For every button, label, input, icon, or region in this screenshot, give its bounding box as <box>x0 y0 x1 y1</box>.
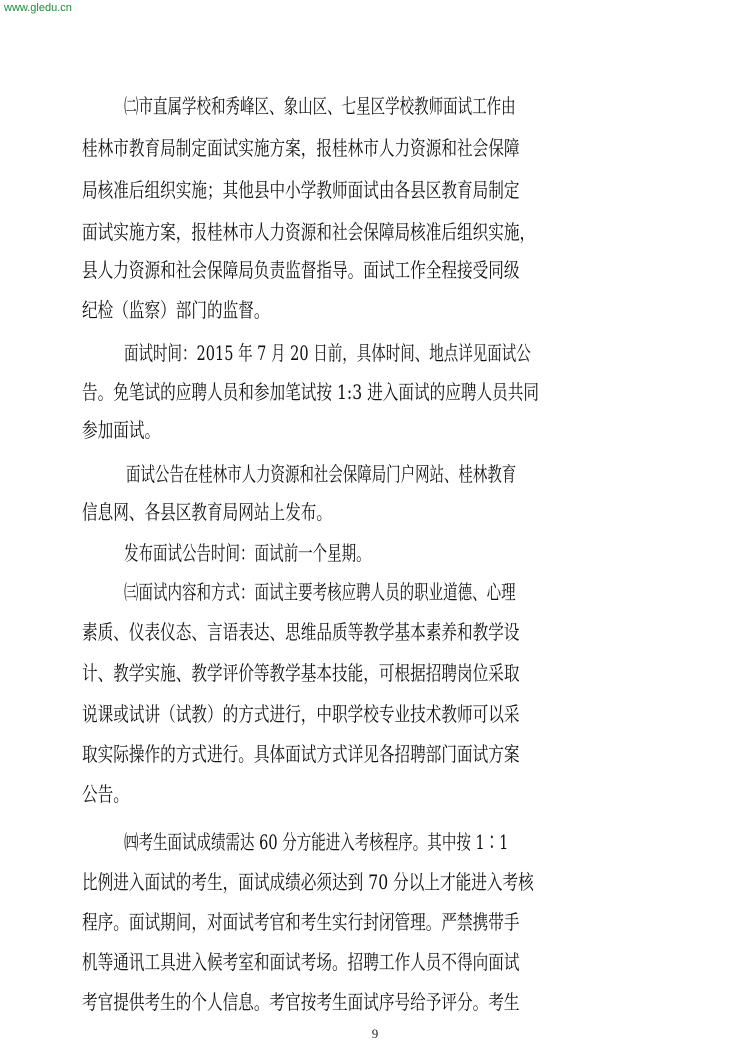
page-number: 9 <box>371 1026 379 1041</box>
text-line: 告。免笔试的应聘人员和参加笔试按 1:3 进入面试的应聘人员共同 <box>82 380 540 404</box>
text-line: 公告。 <box>82 782 129 806</box>
text-line: 比例进入面试的考生，面试成绩必须达到 70 分以上才能进入考核 <box>82 870 534 894</box>
text-line: 取实际操作的方式进行。具体面试方式详见各招聘部门面试方案 <box>82 742 520 766</box>
text-line: ㈢面试内容和方式：面试主要考核应聘人员的职业道德、心理 <box>124 580 516 604</box>
text-line: 面试公告在桂林市人力资源和社会保障局门户网站、桂林教育 <box>126 462 517 486</box>
text-line: 信息网、各县区教育局网站上发布。 <box>82 500 333 524</box>
site-watermark: www.gledu.cn <box>4 2 72 14</box>
text-line: 素质、仪表仪态、言语表达、思维品质等教学基本素养和教学设 <box>82 620 520 644</box>
text-line: 面试时间：2015 年 7 月 20 日前，具体时间、地点详见面试公 <box>124 341 531 365</box>
text-line: 发布面试公告时间：面试前一个星期。 <box>124 541 371 565</box>
text-line: 县人力资源和社会保障局负责监督指导。面试工作全程接受同级 <box>82 258 520 282</box>
text-line: ㈣考生面试成绩需达 60 分方能进入考核程序。其中按 1∶1 <box>124 830 509 854</box>
text-line: 说课或试讲（试教）的方式进行，中职学校专业技术教师可以采 <box>82 702 520 726</box>
text-line: 面试实施方案，报桂林市人力资源和社会保障局核准后组织实施， <box>82 220 536 244</box>
text-line: ㈡市直属学校和秀峰区、象山区、七星区学校教师面试工作由 <box>124 94 516 118</box>
text-line: 计、教学实施、教学评价等教学基本技能，可根据招聘岗位采取 <box>82 661 520 685</box>
text-line: 桂林市教育局制定面试实施方案，报桂林市人力资源和社会保障 <box>82 136 520 160</box>
text-line: 局核准后组织实施；其他县中小学教师面试由各县区教育局制定 <box>82 178 520 202</box>
text-line: 机等通讯工具进入候考室和面试考场。招聘工作人员不得向面试 <box>82 950 520 974</box>
text-line: 纪检（监察）部门的监督。 <box>82 298 270 322</box>
text-line: 参加面试。 <box>82 418 161 442</box>
text-line: 考官提供考生的个人信息。考官按考生面试序号给予评分。考生 <box>82 990 520 1014</box>
text-line: 程序。面试期间，对面试考官和考生实行封闭管理。严禁携带手 <box>82 910 520 934</box>
